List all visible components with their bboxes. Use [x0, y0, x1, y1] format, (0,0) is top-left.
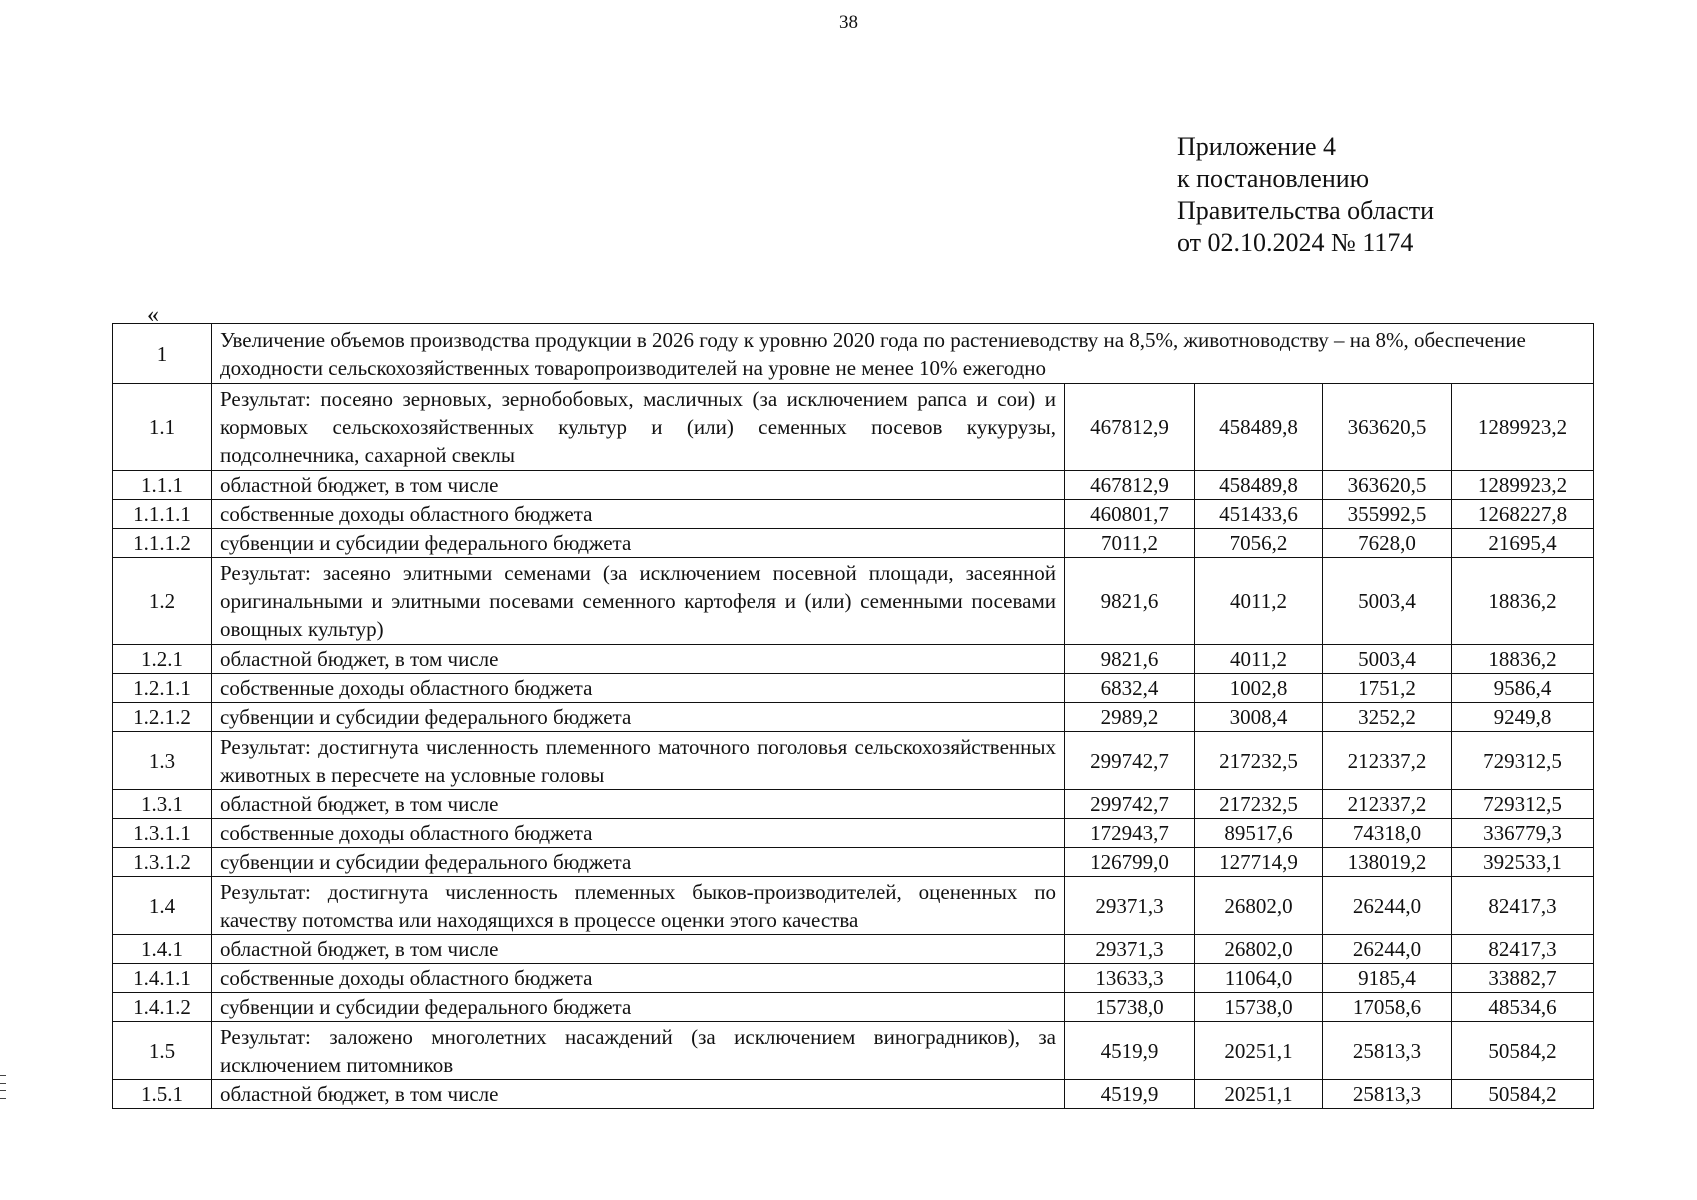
- margin-tick: [0, 1098, 6, 1099]
- year-value: 17058,6: [1323, 993, 1452, 1022]
- year-value: 451433,6: [1195, 500, 1323, 529]
- year-value: 74318,0: [1323, 819, 1452, 848]
- year-value: 29371,3: [1065, 877, 1195, 935]
- funding-row: [113, 935, 1594, 964]
- appendix-line-3: Правительства области: [1177, 196, 1435, 225]
- total-value: 48534,6: [1452, 993, 1594, 1022]
- result-description: Результат: достигнута численность племенных быков-производителей, оцененных по качеству потомства или находящихся в процессе оценки этого качества: [212, 877, 1065, 935]
- year-value: 9821,6: [1065, 558, 1195, 645]
- year-value: 25813,3: [1323, 1080, 1452, 1109]
- year-value: 15738,0: [1195, 993, 1323, 1022]
- row-number: 1.3.1: [113, 790, 212, 819]
- year-value: 7628,0: [1323, 529, 1452, 558]
- total-value: 1289923,2: [1452, 471, 1594, 500]
- funding-source: субвенции и субсидии федерального бюджета: [212, 993, 1065, 1022]
- margin-tick: [0, 1083, 6, 1084]
- funding-row: [113, 1080, 1594, 1109]
- year-value: 3252,2: [1323, 703, 1452, 732]
- row-number: 1.4.1.1: [113, 964, 212, 993]
- year-value: 217232,5: [1195, 732, 1323, 790]
- year-value: 15738,0: [1065, 993, 1195, 1022]
- total-value: 18836,2: [1452, 558, 1594, 645]
- year-value: 217232,5: [1195, 790, 1323, 819]
- year-value: 2989,2: [1065, 703, 1195, 732]
- year-value: 467812,9: [1065, 384, 1195, 471]
- funding-source: субвенции и субсидии федерального бюджета: [212, 529, 1065, 558]
- result-row: [113, 558, 1594, 645]
- year-value: 355992,5: [1323, 500, 1452, 529]
- appendix-heading: [1177, 131, 1434, 259]
- funding-source: субвенции и субсидии федерального бюджета: [212, 848, 1065, 877]
- year-value: 7011,2: [1065, 529, 1195, 558]
- budget-table: [112, 323, 1594, 1109]
- total-value: 392533,1: [1452, 848, 1594, 877]
- total-value: 9249,8: [1452, 703, 1594, 732]
- year-value: 126799,0: [1065, 848, 1195, 877]
- total-value: 21695,4: [1452, 529, 1594, 558]
- total-value: 1289923,2: [1452, 384, 1594, 471]
- row-number: 1.1.1.1: [113, 500, 212, 529]
- result-description: Результат: заложено многолетних насаждений (за исключением виноградников), за исключением питомников: [212, 1022, 1065, 1080]
- funding-source: собственные доходы областного бюджета: [212, 819, 1065, 848]
- total-value: 336779,3: [1452, 819, 1594, 848]
- year-value: 212337,2: [1323, 790, 1452, 819]
- year-value: 5003,4: [1323, 645, 1452, 674]
- funding-row: [113, 790, 1594, 819]
- total-value: 50584,2: [1452, 1080, 1594, 1109]
- year-value: 26244,0: [1323, 877, 1452, 935]
- result-description: Результат: засеяно элитными семенами (за исключением посевной площади, засеянной оригинальными и элитными посевами семенного картофеля и (или) семенными посевами овощных культур): [212, 558, 1065, 645]
- total-value: 9586,4: [1452, 674, 1594, 703]
- total-value: 729312,5: [1452, 732, 1594, 790]
- total-value: 33882,7: [1452, 964, 1594, 993]
- year-value: 20251,1: [1195, 1022, 1323, 1080]
- funding-row: [113, 500, 1594, 529]
- funding-row: [113, 819, 1594, 848]
- year-value: 467812,9: [1065, 471, 1195, 500]
- total-value: 82417,3: [1452, 935, 1594, 964]
- funding-row: [113, 848, 1594, 877]
- year-value: 20251,1: [1195, 1080, 1323, 1109]
- row-number: 1.3: [113, 732, 212, 790]
- total-value: 1268227,8: [1452, 500, 1594, 529]
- funding-row: [113, 471, 1594, 500]
- year-value: 4011,2: [1195, 558, 1323, 645]
- total-value: 18836,2: [1452, 645, 1594, 674]
- year-value: 11064,0: [1195, 964, 1323, 993]
- year-value: 363620,5: [1323, 384, 1452, 471]
- funding-row: [113, 964, 1594, 993]
- funding-source: субвенции и субсидии федерального бюджета: [212, 703, 1065, 732]
- year-value: 4519,9: [1065, 1080, 1195, 1109]
- year-value: 4011,2: [1195, 645, 1323, 674]
- year-value: 9821,6: [1065, 645, 1195, 674]
- row-number: 1.4: [113, 877, 212, 935]
- funding-source: областной бюджет, в том числе: [212, 1080, 1065, 1109]
- funding-row: [113, 529, 1594, 558]
- total-value: 50584,2: [1452, 1022, 1594, 1080]
- funding-source: областной бюджет, в том числе: [212, 645, 1065, 674]
- year-value: 299742,7: [1065, 790, 1195, 819]
- row-number: 1.2.1.2: [113, 703, 212, 732]
- appendix-line-1: Приложение 4: [1177, 132, 1337, 161]
- year-value: 26802,0: [1195, 877, 1323, 935]
- total-value: 729312,5: [1452, 790, 1594, 819]
- page-number: 38: [839, 12, 858, 33]
- year-value: 89517,6: [1195, 819, 1323, 848]
- year-value: 9185,4: [1323, 964, 1452, 993]
- row-number: 1.5: [113, 1022, 212, 1080]
- year-value: 299742,7: [1065, 732, 1195, 790]
- year-value: 6832,4: [1065, 674, 1195, 703]
- row-number: 1.5.1: [113, 1080, 212, 1109]
- year-value: 5003,4: [1323, 558, 1452, 645]
- row-number: 1.2.1.1: [113, 674, 212, 703]
- funding-source: областной бюджет, в том числе: [212, 935, 1065, 964]
- funding-row: [113, 703, 1594, 732]
- year-value: 4519,9: [1065, 1022, 1195, 1080]
- year-value: 138019,2: [1323, 848, 1452, 877]
- goal-row: [113, 324, 1594, 384]
- year-value: 29371,3: [1065, 935, 1195, 964]
- margin-tick: [0, 1075, 6, 1076]
- appendix-line-4: от 02.10.2024 № 1174: [1177, 228, 1414, 257]
- row-number: 1.4.1: [113, 935, 212, 964]
- funding-source: собственные доходы областного бюджета: [212, 500, 1065, 529]
- year-value: 13633,3: [1065, 964, 1195, 993]
- year-value: 172943,7: [1065, 819, 1195, 848]
- result-row: [113, 1022, 1594, 1080]
- year-value: 363620,5: [1323, 471, 1452, 500]
- row-number: 1.1.1: [113, 471, 212, 500]
- margin-tick: [0, 1090, 6, 1091]
- funding-row: [113, 674, 1594, 703]
- opening-quote: «: [147, 302, 159, 328]
- funding-row: [113, 645, 1594, 674]
- funding-source: областной бюджет, в том числе: [212, 790, 1065, 819]
- year-value: 25813,3: [1323, 1022, 1452, 1080]
- appendix-line-2: к постановлению: [1177, 164, 1370, 193]
- year-value: 26802,0: [1195, 935, 1323, 964]
- goal-text: Увеличение объемов производства продукции в 2026 году к уровню 2020 года по растениеводству на 8,5%, животноводству – на 8%, обеспечение доходности сельскохозяйственных товаропроизводителей на уровне не менее 10% ежегодно: [212, 324, 1594, 384]
- year-value: 460801,7: [1065, 500, 1195, 529]
- result-row: [113, 877, 1594, 935]
- result-row: [113, 732, 1594, 790]
- funding-source: собственные доходы областного бюджета: [212, 674, 1065, 703]
- row-number: 1.4.1.2: [113, 993, 212, 1022]
- funding-source: собственные доходы областного бюджета: [212, 964, 1065, 993]
- year-value: 127714,9: [1195, 848, 1323, 877]
- year-value: 1002,8: [1195, 674, 1323, 703]
- year-value: 1751,2: [1323, 674, 1452, 703]
- funding-row: [113, 993, 1594, 1022]
- total-value: 82417,3: [1452, 877, 1594, 935]
- goal-number: 1: [113, 324, 212, 384]
- year-value: 458489,8: [1195, 471, 1323, 500]
- row-number: 1.1.1.2: [113, 529, 212, 558]
- row-number: 1.2: [113, 558, 212, 645]
- row-number: 1.3.1.1: [113, 819, 212, 848]
- row-number: 1.2.1: [113, 645, 212, 674]
- row-number: 1.3.1.2: [113, 848, 212, 877]
- year-value: 458489,8: [1195, 384, 1323, 471]
- result-row: [113, 384, 1594, 471]
- funding-source: областной бюджет, в том числе: [212, 471, 1065, 500]
- result-description: Результат: посеяно зерновых, зернобобовых, масличных (за исключением рапса и сои) и кормовых сельскохозяйственных культур и (или) семенных посевов кукурузы, подсолнечника, сахарной свеклы: [212, 384, 1065, 471]
- year-value: 3008,4: [1195, 703, 1323, 732]
- year-value: 26244,0: [1323, 935, 1452, 964]
- row-number: 1.1: [113, 384, 212, 471]
- result-description: Результат: достигнута численность племенного маточного поголовья сельскохозяйственных животных в пересчете на условные головы: [212, 732, 1065, 790]
- year-value: 7056,2: [1195, 529, 1323, 558]
- year-value: 212337,2: [1323, 732, 1452, 790]
